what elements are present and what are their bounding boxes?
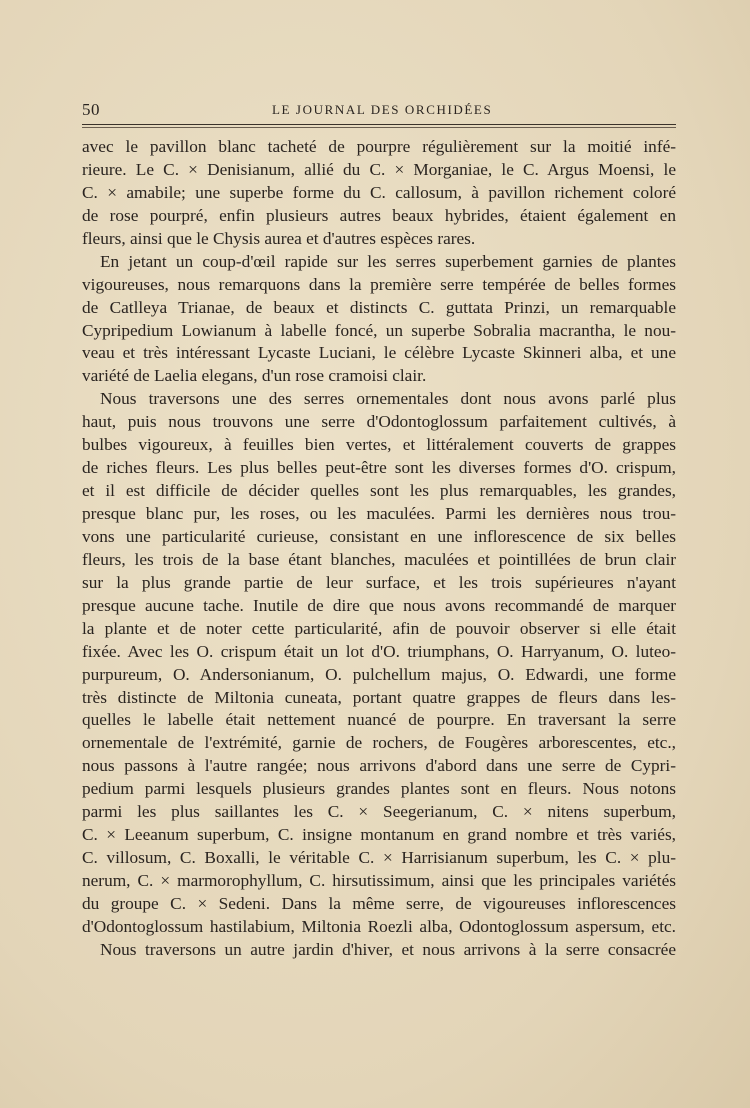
running-title: LE JOURNAL DES ORCHIDÉES bbox=[272, 102, 493, 117]
text-line: En jetant un coup-d'œil rapide sur les serres superbement garnies de plantes bbox=[100, 251, 676, 271]
text-line: Nous traversons un autre jardin d'hiver, et nous arrivons à la serre consacrée bbox=[100, 939, 676, 959]
text-line: d'Odontoglossum hastilabium, Miltonia Roezli alba, Odontoglossum aspersum, etc. bbox=[82, 916, 676, 936]
header-rule bbox=[82, 124, 676, 125]
text-line: ornementale de l'extrémité, garnie de rochers, de Fougères arborescentes, etc., bbox=[82, 733, 676, 753]
text-line: fleurs, ainsi que le Chysis aurea et d'autres espèces rares. bbox=[82, 228, 476, 248]
text-line: vigoureuses, nous remarquons dans la première serre tempérée de belles formes bbox=[82, 274, 676, 294]
text-line: bulbes vigoureux, à feuilles bien vertes, et littéralement couverts de grappes bbox=[82, 435, 676, 455]
text-line: nous passons à l'autre rangée; nous arrivons d'abord dans une serre de Cypri- bbox=[82, 756, 676, 776]
text-line: fleurs, les trois de la base étant blanches, maculées et pointillées de brun clair bbox=[82, 549, 676, 569]
text-line: rieure. Le C. × Denisianum, allié du C. × Morganiae, le C. Argus Moensi, le bbox=[82, 159, 676, 179]
text-line: vons une particularité curieuse, consistant en une inflorescence de six belles bbox=[82, 526, 676, 546]
text-line: fixée. Avec les O. crispum était un lot d'O. triumphans, O. Harryanum, O. luteo- bbox=[82, 641, 676, 661]
header-rule-secondary bbox=[82, 127, 676, 128]
text-line: variété de Laelia elegans, d'un rose cramoisi clair. bbox=[82, 366, 427, 386]
page-header bbox=[82, 98, 676, 124]
text-line: de riches fleurs. Les plus belles peut-être sont les diverses formes d'O. crispum, bbox=[82, 458, 676, 478]
text-line: de Catlleya Trianae, de beaux et distincts C. guttata Prinzi, un remarquable bbox=[82, 297, 676, 317]
text-line: la plante et de noter cette particularité, afin de pouvoir observer si elle était bbox=[82, 618, 676, 638]
text-line: quelles le labelle était nettement nuancé de pourpre. En traversant la serre bbox=[82, 710, 676, 730]
page-number: 50 bbox=[82, 100, 100, 119]
text-line: parmi les plus saillantes les C. × Seegerianum, C. × nitens superbum, bbox=[82, 802, 676, 822]
text-line: veau et très intéressant Lycaste Luciani, le célèbre Lycaste Skinneri alba, et une bbox=[82, 343, 676, 363]
text-line: Nous traversons une des serres ornementales dont nous avons parlé plus bbox=[100, 389, 676, 409]
text-line: et il est difficile de décider quelles sont les plus remarquables, les grandes, bbox=[82, 481, 676, 501]
text-line: presque blanc pur, les roses, ou les maculées. Parmi les dernières nous trou- bbox=[82, 504, 676, 523]
text-line: presque aucune tache. Inutile de dire que nous avons recommandé de marquer bbox=[82, 595, 676, 615]
text-line: C. × Leeanum superbum, C. insigne montanum en grand nombre et très variés, bbox=[82, 825, 676, 845]
text-line: très distincte de Miltonia cuneata, portant quatre grappes de fleurs dans les- bbox=[82, 687, 676, 707]
text-line: purpureum, O. Andersonianum, O. pulchellum majus, O. Edwardi, une forme bbox=[82, 664, 676, 684]
body-text bbox=[82, 136, 676, 962]
text-line: du groupe C. × Sedeni. Dans la même serre, de vigoureuses inflorescences bbox=[82, 893, 676, 913]
text-line: C. × amabile; une superbe forme du C. callosum, à pavillon richement coloré bbox=[82, 182, 676, 202]
text-line: C. villosum, C. Boxalli, le véritable C. × Harrisianum superbum, les C. × plu- bbox=[82, 848, 676, 868]
text-line: avec le pavillon blanc tacheté de pourpre régulièrement sur la moitié infé- bbox=[82, 137, 676, 156]
text-line: haut, puis nous trouvons une serre d'Odontoglossum parfaitement cultivés, à bbox=[82, 412, 676, 432]
text-line: sur la plus grande partie de leur surface, et les trois supérieures n'ayant bbox=[82, 572, 676, 592]
text-line: Cypripedium Lowianum à labelle foncé, un superbe Sobralia macrantha, le nou- bbox=[82, 320, 676, 340]
text-line: nerum, C. × marmorophyllum, C. hirsutissimum, ainsi que les principales variétés bbox=[82, 871, 676, 890]
text-line: de rose pourpré, enfin plusieurs autres beaux hybrides, étaient également en bbox=[82, 205, 676, 225]
text-line: pedium parmi lesquels plusieurs grandes plantes sont en fleurs. Nous notons bbox=[82, 779, 676, 799]
